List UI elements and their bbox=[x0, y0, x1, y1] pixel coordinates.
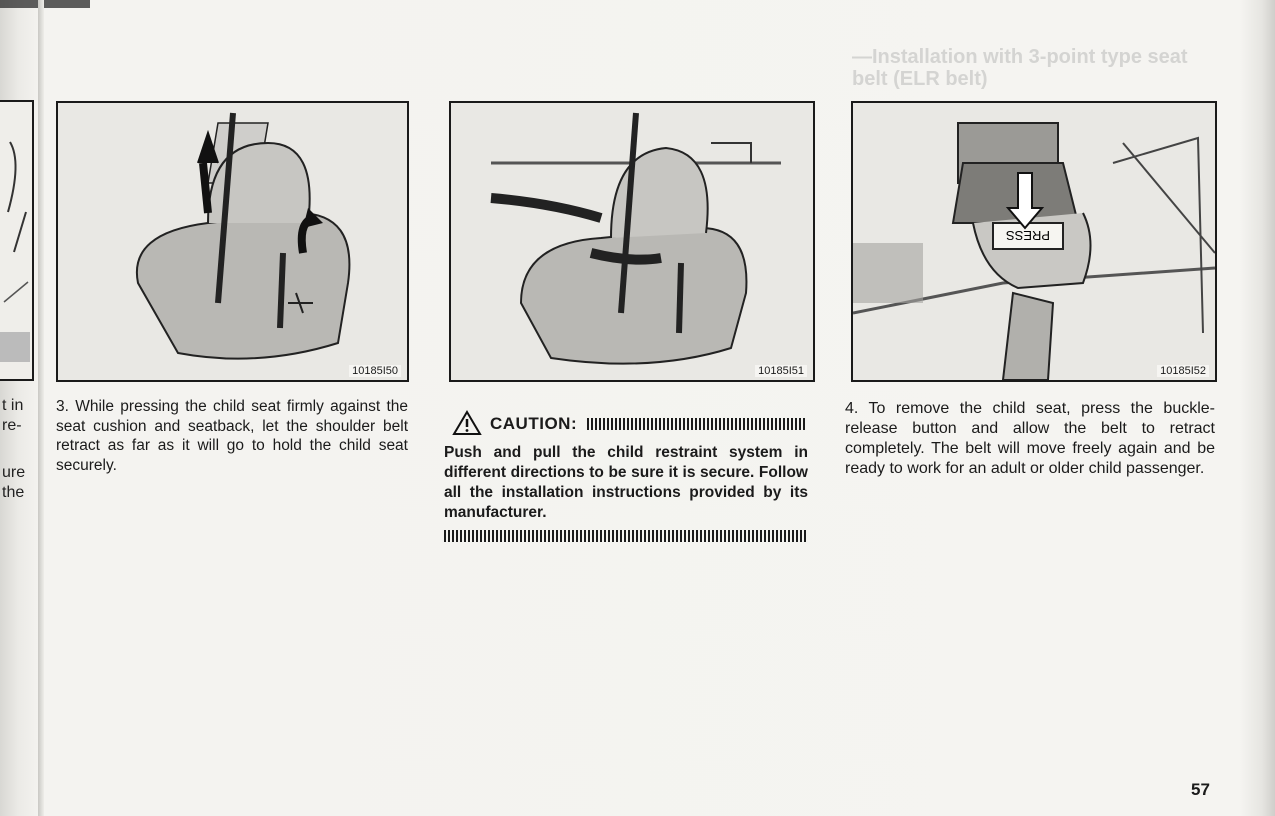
buckle-release-illustration bbox=[853, 103, 1215, 380]
figure-buckle-release bbox=[851, 101, 1217, 382]
book-spine bbox=[38, 0, 44, 816]
figure-label: 10185I51 bbox=[755, 365, 807, 377]
caution-title: CAUTION: bbox=[490, 414, 578, 433]
child-seat-push-pull-illustration bbox=[451, 103, 813, 380]
figure-child-seat-retract bbox=[56, 101, 409, 382]
figure-child-seat-check bbox=[449, 101, 815, 382]
previous-page-text-line: ure bbox=[2, 464, 26, 481]
caution-rule-top bbox=[587, 418, 807, 430]
previous-page-text-line: re- bbox=[2, 417, 22, 434]
child-seat-illustration bbox=[58, 103, 407, 380]
step-3-text: 3. While pressing the child seat firmly against the seat cushion and seatback, let the shoulder belt retract as far as it will go to hold the child seat securely. bbox=[56, 398, 408, 474]
figure-label: 10185I52 bbox=[1157, 365, 1209, 377]
previous-figure-sketch bbox=[0, 102, 32, 379]
press-button-label: PRESS bbox=[1005, 228, 1051, 243]
step-4-text: 4. To remove the child seat, press the buckle-release button and allow the belt to retract completely. The belt will move freely again and be ready to work for an adult or older child passenger. bbox=[845, 400, 1215, 477]
page-edge-shadow bbox=[0, 0, 90, 8]
caution-text: Push and pull the child restraint system in different directions to be sure it is secure. Follow all the installation instructions provided by its manufacturer. bbox=[444, 444, 808, 521]
figure-label: 10185I50 bbox=[349, 365, 401, 377]
previous-page-text-line: the bbox=[2, 484, 25, 501]
caution-rule-bottom bbox=[444, 530, 808, 542]
show-through-header: —Installation with 3-point type seat belt (ELR belt) bbox=[852, 46, 1188, 90]
previous-page-figure-edge bbox=[0, 100, 34, 381]
previous-page-text-line: t in bbox=[2, 397, 24, 414]
warning-triangle-icon bbox=[452, 410, 482, 436]
page-number: 57 bbox=[1191, 780, 1210, 799]
